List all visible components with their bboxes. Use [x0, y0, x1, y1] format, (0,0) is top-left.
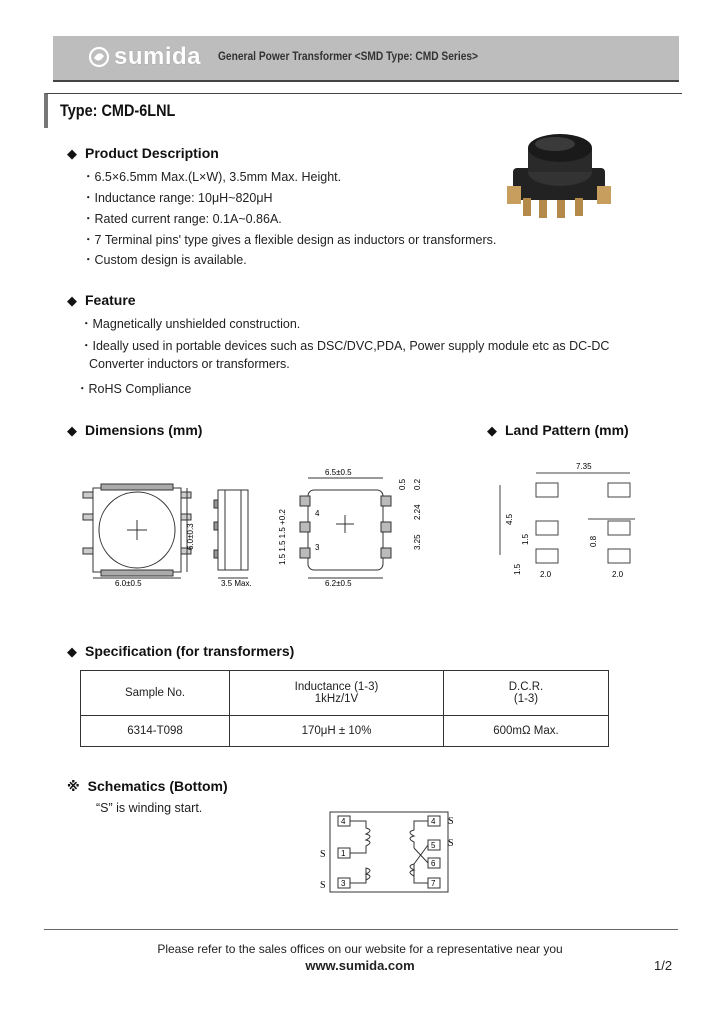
land-pattern-heading	[487, 422, 629, 439]
s-mark: S	[448, 838, 454, 849]
pin-label: 6	[431, 859, 436, 868]
footer-note: Please refer to the sales offices on our website for a representative near you	[157, 942, 563, 956]
schematics-note: “S” is winding start.	[96, 801, 203, 815]
schematics-heading	[67, 778, 228, 795]
table-row	[81, 716, 609, 747]
pin-label: 4	[431, 817, 436, 826]
header-title: General Power Transformer <SMD Type: CMD Series>	[218, 49, 479, 63]
dim-bot-r2: 2.24	[413, 504, 422, 520]
land-pattern-heading-text: Land Pattern (mm)	[505, 422, 629, 438]
table-cell: 6314-T098	[81, 716, 230, 747]
dim-bot-w: 6.2±0.5	[325, 579, 352, 588]
specification-heading-text: Specification (for transformers)	[85, 643, 295, 659]
footer-divider	[44, 929, 678, 930]
reference-mark-icon: ※	[67, 779, 80, 794]
product-description-heading	[67, 145, 219, 162]
sumida-logo-icon	[88, 46, 110, 68]
bottom-view	[300, 478, 391, 578]
pin-label: 7	[431, 879, 436, 888]
lp-e: 1.5	[521, 533, 530, 545]
lp-a: 1.5	[513, 563, 522, 575]
feature-line: ・Ideally used in portable devices such as DSC/DVC,PDA, Power supply module etc as DC-DC	[80, 339, 610, 353]
table-cell: 170μH ± 10%	[230, 716, 444, 747]
pin-label: 5	[431, 841, 436, 850]
specification-table	[80, 670, 609, 747]
dim-top-h: 6.0±0.3	[186, 523, 195, 550]
lp-b: 2.0	[540, 570, 552, 579]
dimensions-heading	[67, 422, 202, 439]
feature-line: ・Magnetically unshielded construction.	[80, 317, 301, 331]
schematic-diagram	[318, 808, 468, 898]
s-mark: S	[320, 880, 326, 891]
dimensions-drawing	[75, 450, 445, 590]
pin-label: 3	[341, 879, 346, 888]
desc-line: ・6.5×6.5mm Max.(L×W), 3.5mm Max. Height.	[82, 170, 342, 184]
sumida-logo	[88, 42, 201, 72]
header-text: Inductance (1-3)	[294, 681, 379, 693]
s-mark: S	[320, 849, 326, 860]
feature-line: ・RoHS Compliance	[76, 382, 192, 396]
pin-label: 4	[341, 817, 346, 826]
table-cell: 600mΩ Max.	[444, 716, 609, 747]
header-divider	[53, 80, 679, 82]
footer-url[interactable]: www.sumida.com	[305, 958, 415, 973]
pin-num: 3	[315, 543, 320, 552]
top-view	[83, 484, 191, 578]
dim-side-w: 3.5 Max.	[221, 579, 252, 588]
feature-heading-text: Feature	[85, 292, 136, 308]
desc-line: ・Rated current range: 0.1A~0.86A.	[82, 212, 282, 226]
diamond-icon: ◆	[67, 146, 77, 161]
schematics-heading-text: Schematics (Bottom)	[87, 778, 228, 794]
table-header-cell	[81, 671, 230, 716]
diamond-icon: ◆	[487, 423, 497, 438]
header-subtext: (1-3)	[513, 693, 539, 705]
diamond-icon: ◆	[67, 293, 77, 308]
header-text: Sample No.	[124, 687, 186, 699]
lp-c: 0.8	[589, 535, 598, 547]
feature-heading	[67, 292, 136, 309]
logo-text: sumida	[114, 43, 202, 70]
lp-left: 4.5	[505, 513, 514, 525]
table-header-row	[81, 671, 609, 716]
header-subtext: 1kHz/1V	[314, 693, 359, 705]
type-title: Type: CMD-6LNL	[60, 101, 176, 120]
table-header-cell	[230, 671, 444, 716]
product-photo	[505, 128, 615, 224]
pin-num: 4	[315, 509, 320, 518]
product-description-heading-text: Product Description	[85, 145, 219, 161]
desc-line: ・Custom design is available.	[82, 253, 247, 267]
dim-bot-r3: 3.25	[413, 534, 422, 550]
specification-heading	[67, 643, 294, 660]
desc-line: ・Inductance range: 10μH~820μH	[82, 191, 273, 205]
dim-bot-r4: 0.2	[413, 478, 422, 490]
land-pattern-drawing	[490, 455, 650, 585]
dim-side-h: 1.5 1.5 1.5 +0.2	[278, 509, 287, 565]
diamond-icon: ◆	[67, 423, 77, 438]
dim-bot-top: 6.5±0.5	[325, 468, 352, 477]
pin-label: 1	[341, 849, 346, 858]
header-text: D.C.R.	[508, 681, 544, 693]
lp-top: 7.35	[576, 462, 592, 471]
side-view	[214, 490, 248, 578]
feature-line: Converter inductors or transformers.	[89, 357, 290, 371]
lp-d: 2.0	[612, 570, 624, 579]
diamond-icon: ◆	[67, 644, 77, 659]
page-number: 1/2	[654, 958, 673, 973]
dim-bot-r1: 0.5	[398, 478, 407, 490]
dim-top-w: 6.0±0.5	[115, 579, 142, 588]
desc-line: ・7 Terminal pins' type gives a flexible design as inductors or transformers.	[82, 233, 497, 247]
dimensions-heading-text: Dimensions (mm)	[85, 422, 203, 438]
s-mark: S	[448, 816, 454, 827]
table-header-cell	[444, 671, 609, 716]
